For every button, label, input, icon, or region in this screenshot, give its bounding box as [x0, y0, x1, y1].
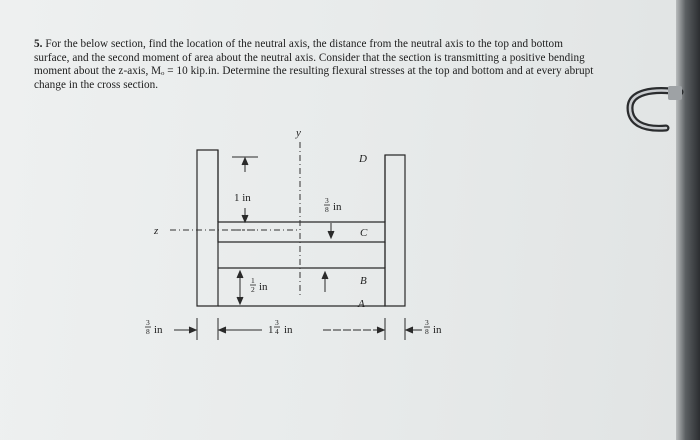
dim-center-num: 3: [325, 196, 329, 205]
dim-top-web-label: 1 in: [234, 192, 251, 204]
dim-left-den: 8: [146, 327, 150, 336]
dim-inner-unit: in: [284, 324, 293, 336]
point-a-label: A: [358, 298, 365, 310]
dim-inner-den: 4: [275, 327, 279, 336]
right-wall: [385, 155, 405, 306]
left-wall: [197, 150, 218, 306]
dim-right-unit: in: [433, 324, 442, 336]
dim-bottom-unit: in: [259, 281, 268, 293]
z-axis-label: z: [154, 225, 159, 237]
dim-center-unit: in: [333, 201, 342, 213]
y-axis-label: y: [296, 127, 301, 139]
dim-left-num: 3: [146, 318, 150, 327]
dim-right-num: 3: [425, 318, 429, 327]
dim-bottom-den: 2: [251, 285, 255, 294]
dim-right-den: 8: [425, 327, 429, 336]
point-d-label: D: [359, 153, 367, 165]
dim-left-unit: in: [154, 324, 163, 336]
dim-inner-whole: 1: [268, 324, 274, 336]
problem-text: For the below section, find the location of the neutral axis, the distance from the neutral axis to the top and bottom surface, and the second moment of area about the neutral axis. Consider that the section is transmitting a positive bending moment about the z-axis, Mₒ = 10 kip.in. Determine the resulting flexural stresses at the top and bottom and at every abrupt change in the cross section.: [34, 38, 594, 91]
problem-number: 5.: [34, 38, 43, 50]
dim-center-den: 8: [325, 205, 329, 214]
point-c-label: C: [360, 227, 368, 239]
dim-inner-num: 3: [275, 318, 279, 327]
point-b-label: B: [360, 275, 367, 287]
dim-bottom-num: 1: [251, 276, 255, 285]
